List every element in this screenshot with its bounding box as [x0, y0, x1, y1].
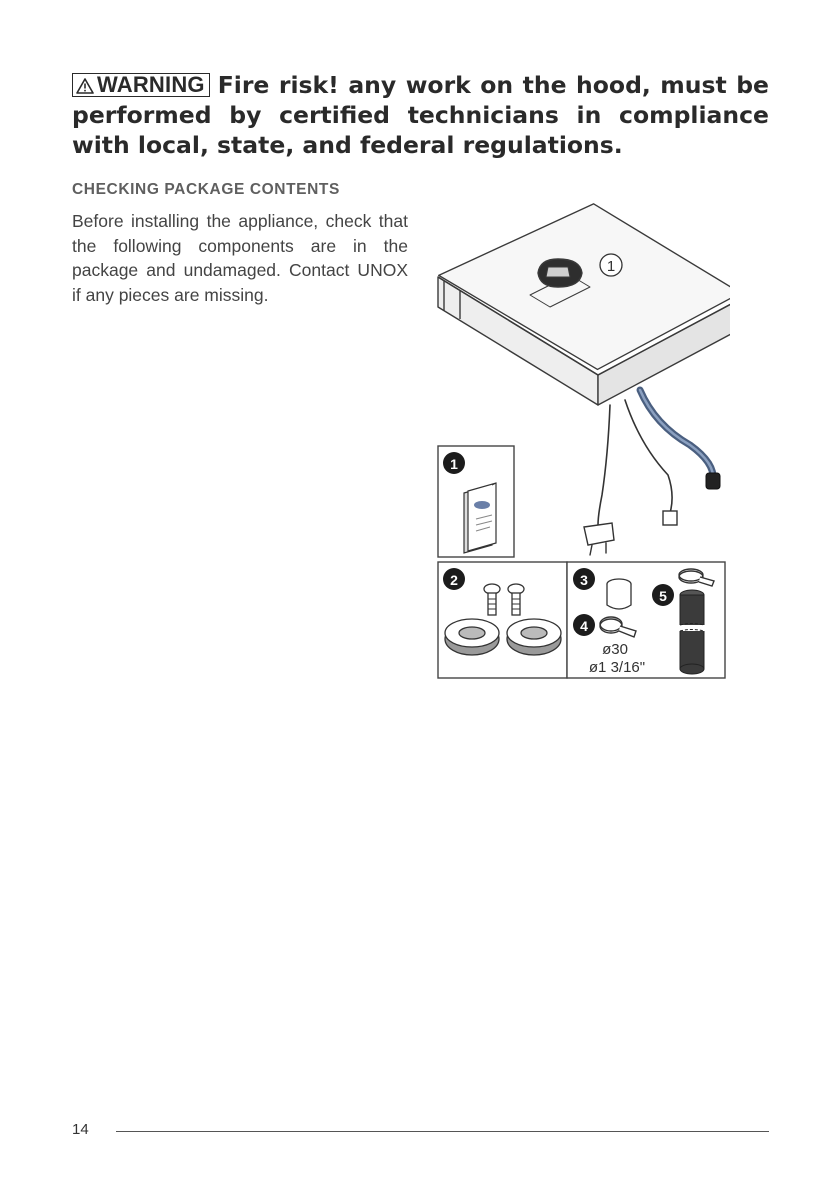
component-number-5: 5 — [659, 588, 667, 604]
network-cable — [625, 400, 672, 513]
section-heading: CHECKING PACKAGE CONTENTS — [72, 181, 340, 198]
component-number-1: 1 — [450, 456, 458, 472]
warning-triangle-icon — [76, 78, 94, 94]
footer-divider — [116, 1131, 769, 1132]
component-number-2: 2 — [450, 572, 458, 588]
warning-badge — [72, 73, 210, 97]
warning-statement — [72, 70, 769, 160]
warning-text: Fire risk! any work on the hood, must be performed by certified technicians in compliance with local, state, and federal regulations. — [72, 71, 769, 159]
manual-icon — [464, 483, 496, 553]
component-number-4: 4 — [580, 618, 588, 634]
main-callout-number: 1 — [606, 258, 616, 275]
diameter-metric: ø30 — [602, 641, 628, 658]
component-number-3: 3 — [580, 572, 588, 588]
warning-badge-label: WARNING — [97, 72, 205, 97]
page-number: 14 — [72, 1121, 89, 1138]
section-body: Before installing the appliance, check that the following components are in the package and undamaged. Contact UNOX if any pieces are missing. — [72, 211, 408, 305]
power-cable — [598, 405, 610, 525]
drain-tube-icon — [677, 590, 707, 674]
package-contents-illustration — [430, 195, 730, 685]
sleeve-icon — [607, 579, 631, 609]
diameter-imperial: ø1 3/16" — [588, 659, 646, 676]
